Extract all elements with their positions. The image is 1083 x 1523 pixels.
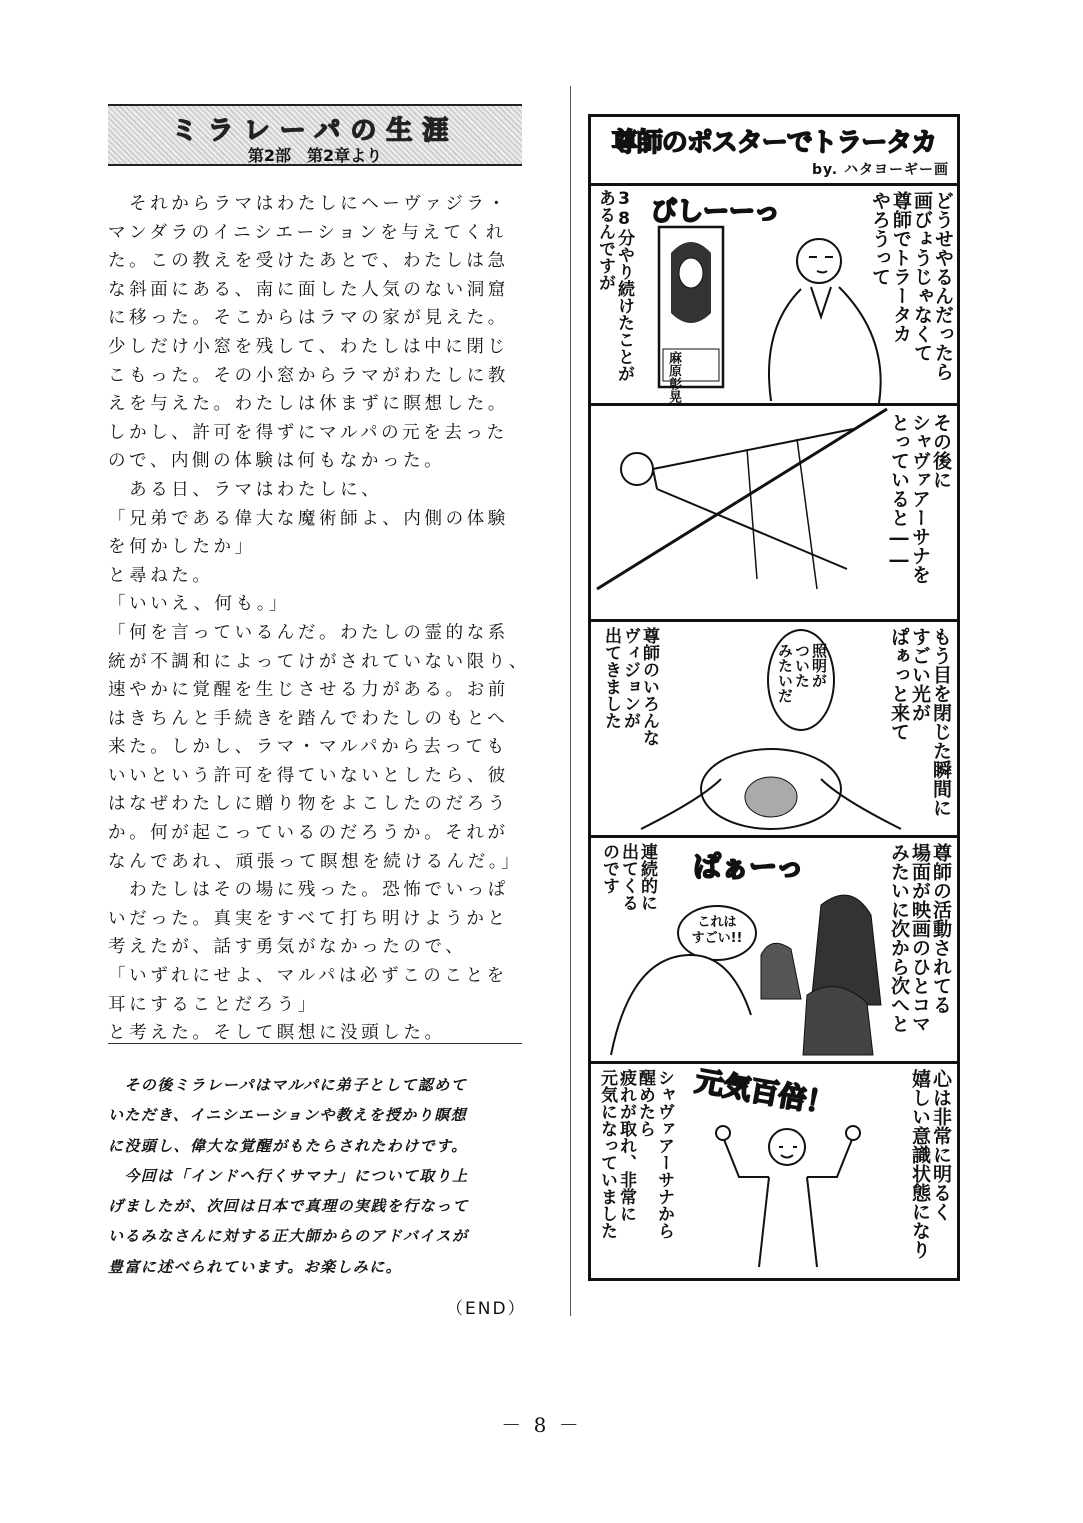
- article-title: ミラレーパの生涯: [171, 116, 459, 146]
- body-line: 「何を言っているんだ。わたしの霊的な系: [108, 622, 509, 643]
- note-line: に没頭し、偉大な覚醒がもたらされたわけです。: [108, 1136, 468, 1155]
- body-line: こもった。その小窓からラマがわたしに教: [108, 365, 509, 386]
- body-line: 「いいえ、何も。」: [108, 594, 291, 615]
- note-line: いただき、イニシエーションや教えを授かり瞑想: [108, 1106, 468, 1125]
- body-line: 統が不調和によってけがされていない限り、: [108, 651, 530, 672]
- panel5-sfx: 元気百倍！: [692, 1064, 837, 1121]
- column-divider: [570, 86, 571, 1316]
- article-body: [108, 190, 528, 1048]
- body-line: はなぜわたしに贈り物をよこしたのだろう: [108, 794, 509, 815]
- comic-strip: [588, 114, 960, 1281]
- comic-panel-2: [591, 403, 957, 622]
- body-line: 「兄弟である偉大な魔術師よ、内側の体験: [108, 508, 509, 529]
- body-line: 耳にすることだろう」: [108, 994, 319, 1015]
- body-line: 「いずれにせよ、マルパは必ずこのことを: [108, 966, 508, 987]
- poster-illustration: [651, 223, 741, 403]
- body-line: か。何が起こっているのだろうか。それが: [108, 823, 509, 844]
- body-line: た。この教えを受けたあとで、わたしは急: [108, 251, 509, 272]
- comic-panel-3: [591, 619, 957, 838]
- note-line: げましたが、次回は日本で真理の実践を行なって: [108, 1197, 469, 1216]
- page-number: － 8 －: [501, 1413, 582, 1437]
- comic-byline: by. ハタヨーギー画: [811, 162, 949, 178]
- note-line: 豊富に述べられています。お楽しみに。: [108, 1257, 403, 1276]
- panel1-side-text: 38分やり続けたことが あるんですが: [595, 189, 634, 382]
- body-line: しかし、許可を得ずにマルパの元を去った: [108, 422, 508, 443]
- vision-figures: [611, 885, 881, 1055]
- comic-panel-1: [591, 183, 957, 406]
- body-line: わたしはその場に残った。恐怖でいっぱ: [108, 880, 509, 901]
- panel3-narration: もう目を閉じた瞬間に すごい光が ぱぁっと来て: [888, 627, 952, 817]
- panel3-speech-bubble: 照明が ついた みたいだ: [767, 629, 835, 731]
- body-line: いだった。真実をすべて打ち明けようかと: [108, 908, 509, 929]
- person-figure-1: [741, 227, 891, 403]
- editor-note: [108, 1070, 528, 1282]
- body-line: 速やかに覚醒を生じさせる力がある。お前: [108, 680, 509, 701]
- panel4-narration: 尊師の活動されてる 場面が映画のひとコマ みたいに次から次へと: [888, 843, 952, 1033]
- body-line: に移った。そこからはラマの家が見えた。: [108, 308, 509, 329]
- body-line: ので、内側の体験は何もなかった。: [108, 451, 446, 472]
- section-divider: [108, 1043, 522, 1044]
- panel2-narration: その後に シャヴァアーサナを とっていると――: [888, 413, 952, 584]
- note-line: いるみなさんに対する正大師からのアドバイスが: [108, 1227, 469, 1246]
- body-line: と考えた。そして瞑想に没頭した。: [108, 1023, 446, 1044]
- body-line: 来た。しかし、ラマ・マルパから去っても: [108, 737, 508, 758]
- lying-figure: [597, 409, 887, 609]
- panel4-side-text: 連続的に 出てくる のです: [599, 843, 657, 911]
- body-line: 考えたが、話す勇気がなかったので、: [108, 937, 467, 958]
- body-line: マンダラのイニシエーションを与えてくれ: [108, 222, 507, 243]
- end-mark: （END）: [446, 1299, 527, 1319]
- panel5-narration: 心は非常に明るく 嬉しい意識状態になり: [909, 1069, 952, 1259]
- poster-label: 麻原彰晃: [666, 351, 681, 403]
- body-line: な斜面にある、南に面した人気のない洞窟: [108, 279, 509, 300]
- reclining-head: [641, 739, 901, 833]
- comic-header: [591, 117, 957, 186]
- body-line: それからラマはわたしにヘーヴァジラ・: [108, 194, 509, 214]
- body-line: と尋ねた。: [108, 565, 214, 586]
- panel5-side-text: シャヴァアーサナから 醒めたら 疲れが取れ、非常に 元気になっていました: [597, 1069, 674, 1239]
- panel4-speech-bubble: これは すごい!!: [677, 905, 757, 961]
- panel1-narration: どうせやるんだったら 画びょうじゃなくて 尊師でトラータカ やろうって: [869, 191, 954, 381]
- note-line: その後ミラレーパはマルパに弟子として認めて: [108, 1076, 468, 1094]
- body-line: を何かしたか」: [108, 537, 256, 558]
- comic-panel-4: [591, 835, 957, 1064]
- body-line: ある日、ラマはわたしに、: [108, 479, 383, 500]
- body-line: 少しだけ小窓を残して、わたしは中に閉じ: [108, 336, 509, 357]
- article-title-box: [108, 104, 522, 166]
- panel1-sfx: びしーーっ: [651, 197, 780, 227]
- comic-title: 尊師のポスターでトラータカ: [611, 128, 937, 158]
- body-line: えを与えた。わたしは休まずに瞑想した。: [108, 394, 509, 415]
- body-line: はきちんと手続きを踏んでわたしのもとへ: [108, 708, 509, 729]
- body-line: なんであれ、頑張って瞑想を続けるんだ。」: [108, 851, 523, 872]
- happy-figure: [703, 1117, 873, 1267]
- comic-panel-5: [591, 1061, 957, 1278]
- note-line: 今回は「インドへ行くサマナ」について取り上: [108, 1166, 469, 1185]
- article-subtitle: 第2部 第2章より: [247, 146, 383, 165]
- panel4-sfx: ぱぁーっ: [693, 850, 804, 883]
- body-line: いいという許可を得ていないとしたら、彼: [108, 765, 509, 786]
- panel3-side-text: 尊師のいろんな ヴィジョンが 出てきました: [601, 627, 659, 746]
